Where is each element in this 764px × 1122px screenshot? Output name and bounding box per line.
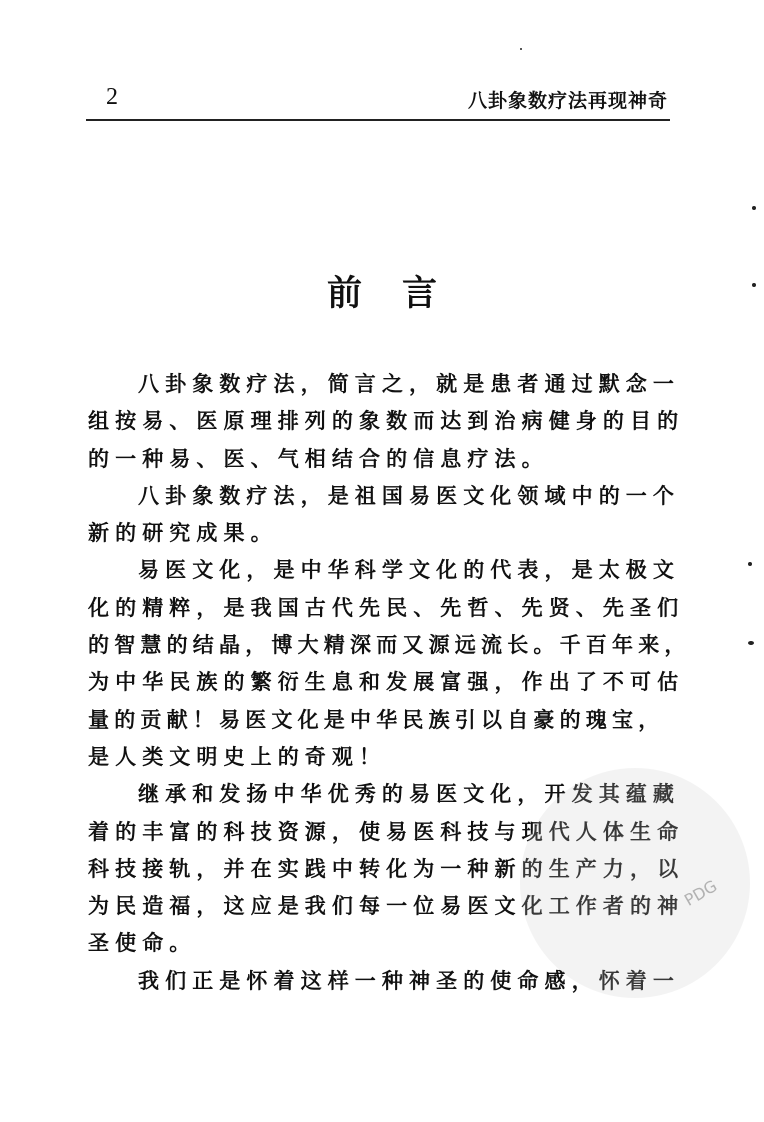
paragraph-line: 新的研究成果。: [88, 521, 278, 546]
paragraph-line: 的智慧的结晶，博大精深而又源远流长。千百年来，: [88, 633, 691, 658]
paragraph-line: 着的丰富的科技资源，使易医科技与现代人体生命: [88, 819, 685, 844]
scan-speck: [752, 283, 756, 287]
running-title: 八卦象数疗法再现神奇: [467, 90, 668, 112]
paragraph-line: 为中华民族的繁衍生息和发展富强，作出了不可估: [88, 670, 685, 695]
paragraph-line: 圣使命。: [88, 931, 197, 956]
paragraph-line: 继承和发扬中华优秀的易医文化，开发其蕴藏: [138, 782, 680, 807]
scan-speck: [748, 641, 754, 645]
paragraph-line: 是人类文明史上的奇观！: [88, 744, 387, 769]
paragraph-line: 化的精粹，是我国古代先民、先哲、先贤、先圣们: [88, 595, 685, 620]
paragraph-line: 为民造福，这应是我们每一位易医文化工作者的神: [88, 894, 685, 919]
heading-char-1: 前: [326, 274, 362, 314]
paragraph-line: 组按易、医原理排列的象数而达到治病健身的目的: [88, 409, 685, 434]
paragraph-line: 量的贡献！易医文化是中华民族引以自豪的瑰宝，: [88, 707, 665, 732]
paragraph-line: 易医文化，是中华科学文化的代表，是太极文: [138, 558, 680, 583]
watermark-text: PDG: [680, 876, 721, 910]
paragraph-line: 八卦象数疗法，简言之，就是患者通过默念一: [138, 372, 680, 396]
paragraph-line: 的一种易、医、气相结合的信息疗法。: [88, 446, 549, 471]
scan-speck: [752, 206, 756, 210]
paragraph-line: 八卦象数疗法，是祖国易医文化领域中的一个: [138, 483, 680, 508]
header-rule: [86, 119, 670, 121]
page-heading: [0, 266, 764, 316]
page-number: 2: [106, 84, 118, 110]
paragraph-line: 我们正是怀着这样一种神圣的使命感，怀着一: [138, 968, 680, 993]
paragraph-line: 科技接轨，并在实践中转化为一种新的生产力，以: [88, 856, 685, 881]
heading-char-2: 言: [402, 274, 438, 314]
scan-speck: [520, 48, 522, 50]
scan-speck: [748, 562, 752, 566]
